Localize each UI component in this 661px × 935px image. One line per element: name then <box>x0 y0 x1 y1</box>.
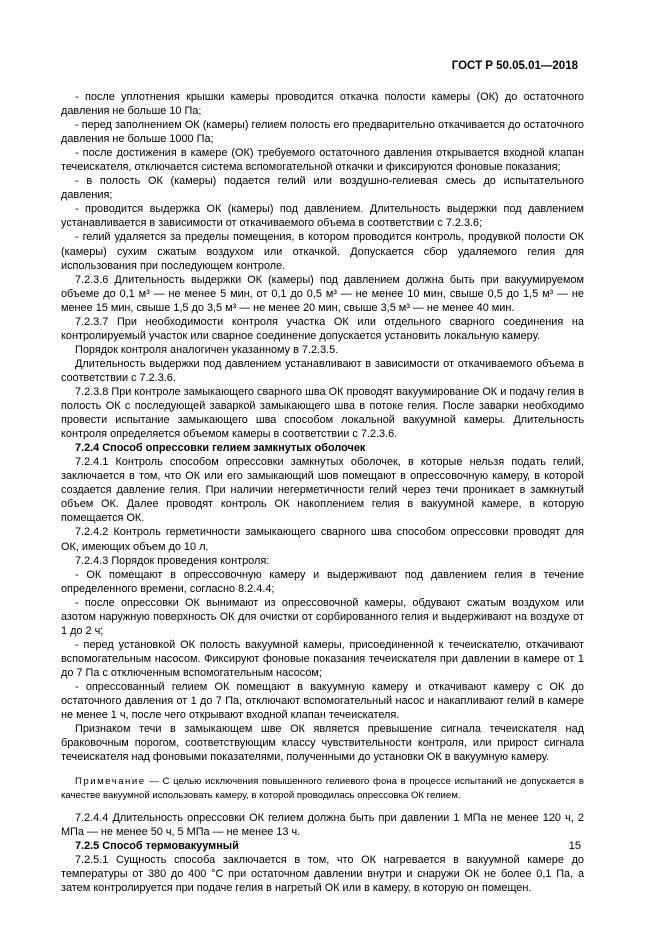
clause-7-2-4-2: 7.2.4.2 Контроль герметичности замыкающего сварного шва способом опрессовки проводят для ОК, имеющих объем до 10 л. <box>61 526 584 553</box>
note <box>61 775 584 802</box>
list-item: - в полость ОК (камеры) подается гелий или воздушно-гелиевая смесь до испытательного давления; <box>61 175 584 202</box>
section-heading-7-2-5: 7.2.5 Способ термовакуумный <box>75 839 239 852</box>
list-item: - проводится выдержка ОК (камеры) под давлением. Длительность выдержки под давлением устанавливается в зависимости от откачиваемого объема в соответствии с 7.2.3.6; <box>61 203 584 230</box>
document-code: ГОСТ Р 50.05.01—2018 <box>451 60 578 72</box>
list-item: - опрессованный гелием ОК помещают в вакуумную камеру и откачивают камеру с ОК до остаточного давления от 1 до 7 Па, отключают вспомогательный насос и накапливают гелий в камере не менее 1 ч, после чего открывают входной клапан течеискателя. <box>61 680 584 722</box>
clause-7-2-5-1: 7.2.5.1 Сущность способа заключается в том, что ОК нагревается в вакуумной камере до температуры от 380 до 400 °С при остаточном давлении внутри и снаружи ОК не более 0,1 Па, а затем контролируется при подаче гелия в нагретый ОК или в камеру, в которую он помещен. <box>61 853 584 895</box>
note-label: Примечание <box>75 776 146 788</box>
note-text: — С целью исключения повышенного гелиевого фона в процессе испытаний не допускается в качестве вакуумной использовать камеру, в которой проводилась опрессовка ОК гелием. <box>61 776 584 801</box>
page-body <box>61 90 584 895</box>
paragraph: Порядок контроля аналогичен указанному в 7.2.3.5. <box>75 343 339 356</box>
clause-7-2-3-6: 7.2.3.6 Длительность выдержки ОК (камеры) под давлением должна быть при вакуумируемом объеме до 0,1 м³ — не менее 5 мин, от 0,1 до 0,5 м³ — не менее 10 мин, свыше 0,5 до 1,5 м³ — не менее 15 мин, свыше 1,5 до 3,5 м³ — не менее 20 мин, свыше 3,5 м³ — не менее 40 мин. <box>61 273 584 314</box>
clause-7-2-3-8: 7.2.3.8 При контроле замыкающего сварного шва ОК проводят вакуумирование ОК и подачу гелия в полость ОК с последующей заваркой замыкающего шва в потоке гелия. После заварки необходимо провести испытание замыкающего шва способом локальной вакуумной камеры. Длительность контроля определяется объемом камеры в соответствии с 7.2.3.6. <box>61 385 584 441</box>
page-number: 15 <box>568 840 581 852</box>
list-item: - гелий удаляется за пределы помещения, в котором проводится контроль, продувкой полости ОК (камеры) сухим сжатым воздухом или откачкой. Допускается сбор удаляемого гелия для использования при последующем контроле. <box>61 231 584 272</box>
list-item: - после достижения в камере (ОК) требуемого остаточного давления открывается входной клапан течеискателя, отключается система вспомогательной откачки и фиксируются фоновые показания; <box>61 147 584 174</box>
clause-7-2-4-4: 7.2.4.4 Длительность опрессовки ОК гелием должна быть при давлении 1 МПа не менее 120 ч, 2 МПа — не менее 50 ч, 5 МПа — не менее 13 ч. <box>61 811 584 838</box>
clause-7-2-4-3: 7.2.4.3 Порядок проведения контроля: <box>75 554 270 567</box>
list-item: - перед заполнением ОК (камеры) гелием полость его предварительно откачивается до остаточного давления не больше 1000 Па; <box>61 119 584 146</box>
paragraph: Длительность выдержки под давлением устанавливают в зависимости от откачиваемого объема в соответствии с 7.2.3.6. <box>61 357 584 384</box>
paragraph: Признаком течи в замыкающем шве ОК является превышение сигнала течеискателя над браковочным порогом, соответствующим классу чувствительности контроля, или прирост сигнала течеискателя над фоновыми показателями, полученными до установки ОК в вакуумную камеру. <box>61 723 584 764</box>
list-item: - после уплотнения крышки камеры проводится откачка полости камеры (ОК) до остаточного давления не больше 10 Па; <box>61 91 584 118</box>
list-item: - перед установкой ОК полость вакуумной камеры, присоединенной к течеискателю, откачивают вспомогательным насосом. Фиксируют фоновые показания течеискателя при давлении в камере от 1 до 7 Па с отключенным вспомогательным насосом; <box>61 638 584 679</box>
clause-7-2-4-1: 7.2.4.1 Контроль способом опрессовки замкнутых оболочек, в которые нельзя подать гелий, заключается в том, что ОК или его замыкающий шов помещают в опрессовочную камеру, в которой создается давление гелия. При наличии негерметичности гелий через течи проникает в замкнутый объем ОК. Далее проводят контроль ОК накоплением гелия в вакуумной камере, в которую помещается ОК. <box>61 456 584 525</box>
clause-7-2-3-7: 7.2.3.7 При необходимости контроля участка ОК или отдельного сварного соединения на контролируемый участок или сварное соединение допускается установить локальную камеру. <box>61 315 584 342</box>
section-heading-7-2-4: 7.2.4 Способ опрессовки гелием замкнутых оболочек <box>75 442 366 455</box>
list-item: - после опрессовки ОК вынимают из опрессовочной камеры, обдувают сжатым воздухом или азотом наружную поверхность ОК для очистки от сорбированного гелия и выдерживают на воздухе от 1 до 2 ч; <box>61 596 584 637</box>
list-item: - ОК помещают в опрессовочную камеру и выдерживают под давлением гелия в течение определенного времени, согласно 8.2.4.4; <box>61 568 584 595</box>
